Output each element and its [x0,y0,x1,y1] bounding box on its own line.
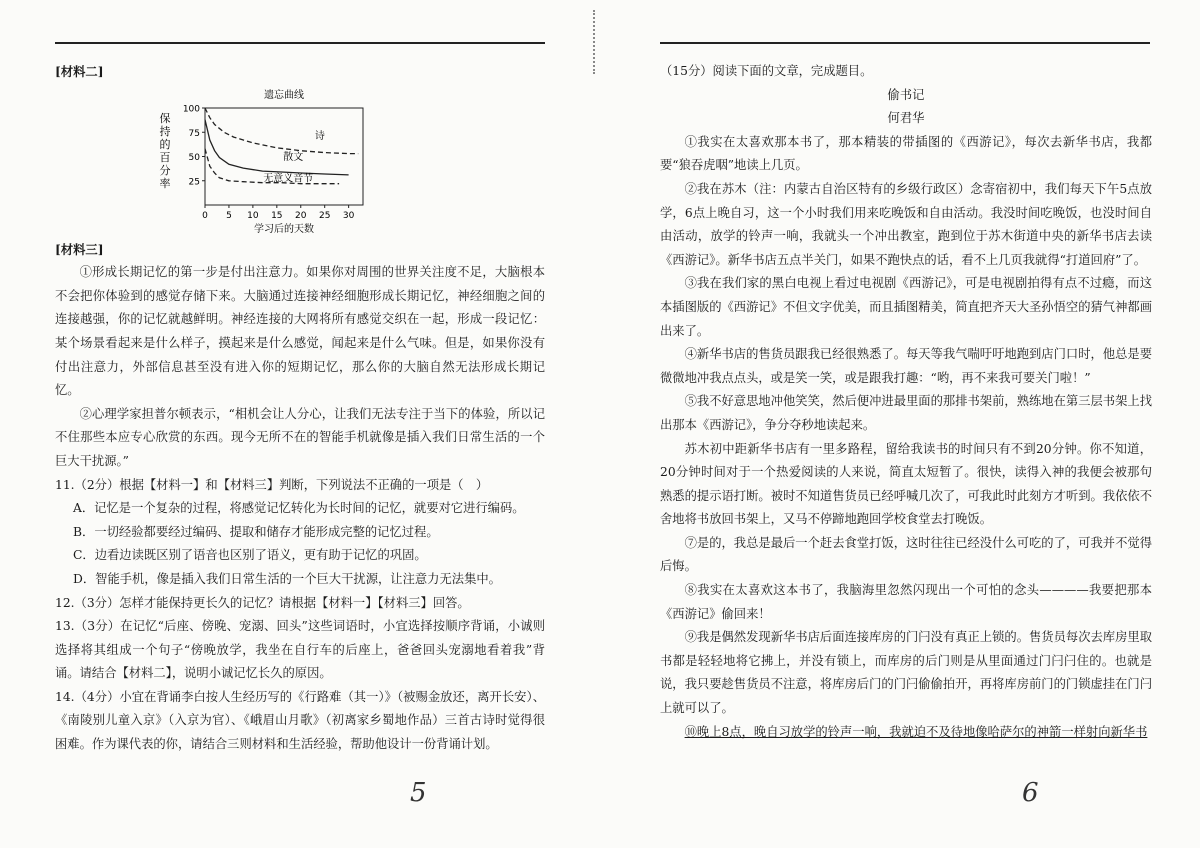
q11-option-c: C．边看边读既区别了语音也区别了语义，更有助于记忆的巩固。 [73,548,427,563]
article-paragraph-7: ⑦是的，我总是最后一个赶去食堂打饭，这时往往已经没什么可吃的了，可我并不觉得后悔。 [660,535,1152,574]
question-14: 14.（4分）小宜在背诵李白按人生经历写的《行路难（其一）》（被赐金放还，离开长安）、《南陵别儿童入京》（入京为官）、《峨眉山月歌》（初离家乡蜀地作品）三首古诗时觉得很困难。作为课代表的你，请结合三则材料和生活经验，帮助他设计一份背诵计划。 [55,689,545,752]
page-fold-mark [593,10,598,74]
right-page [660,60,1152,744]
x-tick-label: 5 [226,210,232,221]
q11-option-a: A．记忆是一个复杂的过程，将感觉记忆转化为长时间的记忆，就要对它进行编码。 [73,501,525,516]
forgetting-curve-chart [55,86,545,236]
left-page [55,60,545,757]
question-13: 13.（3分）在记忆“后座、傍晚、宠溺、回头”这些词语时，小宜选择按顺序背诵，小诚则选择将其组成一个句子“傍晚放学，我坐在自行车的后座上，爸爸回头宠溺地看着我”背诵。请结合【材料二】，说明小诚记忆长久的原因。 [55,619,545,681]
material3-paragraph-2: ②心理学家担普尔顿表示，“相机会让人分心，让我们无法专注于当下的体验，所以记不住那些本应专心欣赏的东西。现今无所不在的智能手机就像是插入我们日常生活的一个巨大干扰源。” [55,406,545,468]
y-tick-label: 75 [188,128,200,139]
right-top-rule [660,42,1150,44]
article-paragraph-3: ③我在我们家的黑白电视上看过电视剧《西游记》，可是电视剧拍得有点不过瘾，而这本插图版的《西游记》不但文字优美，而且插图精美，简直把齐天大圣孙悟空的猜气神都画出来了。 [660,276,1152,338]
article-author: 何君华 [887,111,925,126]
chart-svg [145,86,385,236]
left-top-rule [55,42,545,44]
article-paragraph-10: ⑩晚上8点，晚自习放学的铃声一响，我就迫不及待地像哈萨尔的神箭一样射向新华书 [684,724,1148,739]
series-line-1 [205,108,358,154]
y-tick-label: 100 [182,104,200,115]
reading-intro: （15分）阅读下面的文章，完成题目。 [660,64,873,78]
x-axis-label: 学习后的天数 [254,223,314,235]
x-tick-label: 25 [318,210,331,221]
y-tick-label: 25 [188,176,200,187]
material2-label: [材料二] [55,64,104,79]
q11-option-b: B．一切经验都要经过编码、提取和储存才能形成完整的记忆过程。 [73,524,439,539]
article-paragraph-5: ⑤我不好意思地冲他笑笑，然后便冲进最里面的那排书架前，熟练地在第三层书架上找出那本《西游记》，争分夺秒地读起来。 [660,394,1152,432]
article-paragraph-8: ⑧我实在太喜欢这本书了，我脑海里忽然闪现出一个可怕的念头————我要把那本《西游记》偷回来！ [660,583,1152,621]
question-11: 11.（2分）根据【材料一】和【材料三】判断，下列说法不正确的一项是（ ） [55,477,489,492]
question-12: 12.（3分）怎样才能保持更长久的记忆？请根据【材料一】【材料三】回答。 [55,595,470,610]
x-tick-label: 30 [342,210,355,221]
article-paragraph-9: ⑨我是偶然发现新华书店后面连接库房的门闩没有真正上锁的。售货员每次去库房里取书都是轻轻地将它拂上，并没有锁上，而库房的后门则是从里面通过门闩闩住的。也就是说，我只要趁售货员不注意，将库房后门的门闩偷偷拍开，再将库房前门的门锁虚挂在门闩上就可以了。 [660,630,1152,716]
y-axis-label: 保持的百分率 [159,111,171,190]
x-tick-label: 10 [247,210,259,221]
article-paragraph-1: ①我实在太喜欢那本书了，那本精装的带插图的《西游记》，每次去新华书店，我都要“狼吞虎咽”地读上几页。 [660,134,1152,173]
series-label-2: 散文 [283,151,304,163]
q11-option-d: D．智能手机，像是插入我们日常生活的一个巨大干扰源，让注意力无法集中。 [73,571,501,586]
x-tick-label: 15 [271,210,283,221]
x-tick-label: 20 [295,210,307,221]
right-page-number: 6 [1022,778,1039,808]
left-page-number: 5 [410,778,427,808]
article-paragraph-4: ④新华书店的售货员跟我已经很熟悉了。每天等我气喘吁吁地跑到店门口时，他总是要微微地冲我点点头，或是笑一笑，或是跟我打趣：“哟，再不来我可要关门啦！” [660,347,1152,385]
article-title: 偷书记 [887,87,925,102]
series-line-2 [205,119,349,174]
chart-title: 遗忘曲线 [264,89,304,101]
y-tick-label: 50 [188,152,200,163]
series-label-1: 诗 [314,130,325,142]
series-label-3: 无意义音节 [263,173,314,185]
article-paragraph-6: 苏木初中距新华书店有一里多路程，留给我读书的时间只有不到20分钟。你不知道，20分钟时间对于一个热爱阅读的人来说，简直太短暂了。很快，读得入神的我便会被那句熟悉的提示语打断。被时不知道售货员已经呼喊几次了，可我此时此刻方才听到。我依依不舍地将书放回书架上，又马不停蹄地跑回学校食堂去打晚饭。 [660,441,1152,527]
x-tick-label: 0 [202,210,208,221]
material3-label: [材料三] [55,241,104,257]
article-paragraph-2: ②我在苏木（注：内蒙古自治区特有的乡级行政区）念寄宿初中，我们每天下午5点放学，6点上晚自习，这一个小时我们用来吃晚饭和自由活动。我没时间吃晚饭，也没时间自由活动，放学的铃声一响，我就头一个冲出教室，跑到位于苏木街道中央的新华书店去读《西游记》。新华书店五点半关门，如果不跑快点的话，看不上几页我就得“打道回府”了。 [660,181,1152,267]
material3-paragraph-1: ①形成长期记忆的第一步是付出注意力。如果你对周围的世界关注度不足，大脑根本不会把你体验到的感觉存储下来。大脑通过连接神经细胞形成长期记忆，神经细胞之间的连接越强，你的记忆就越鲜明。神经连接的大网将所有感觉交织在一起，形成一段记忆：某个场景看起来是什么样子，摸起来是什么感觉，闻起来是什么气味。但是，如果你没有付出注意力，外部信息甚至没有进入你的短期记忆，那么你的大脑自然无法形成长期记忆。 [55,265,545,398]
